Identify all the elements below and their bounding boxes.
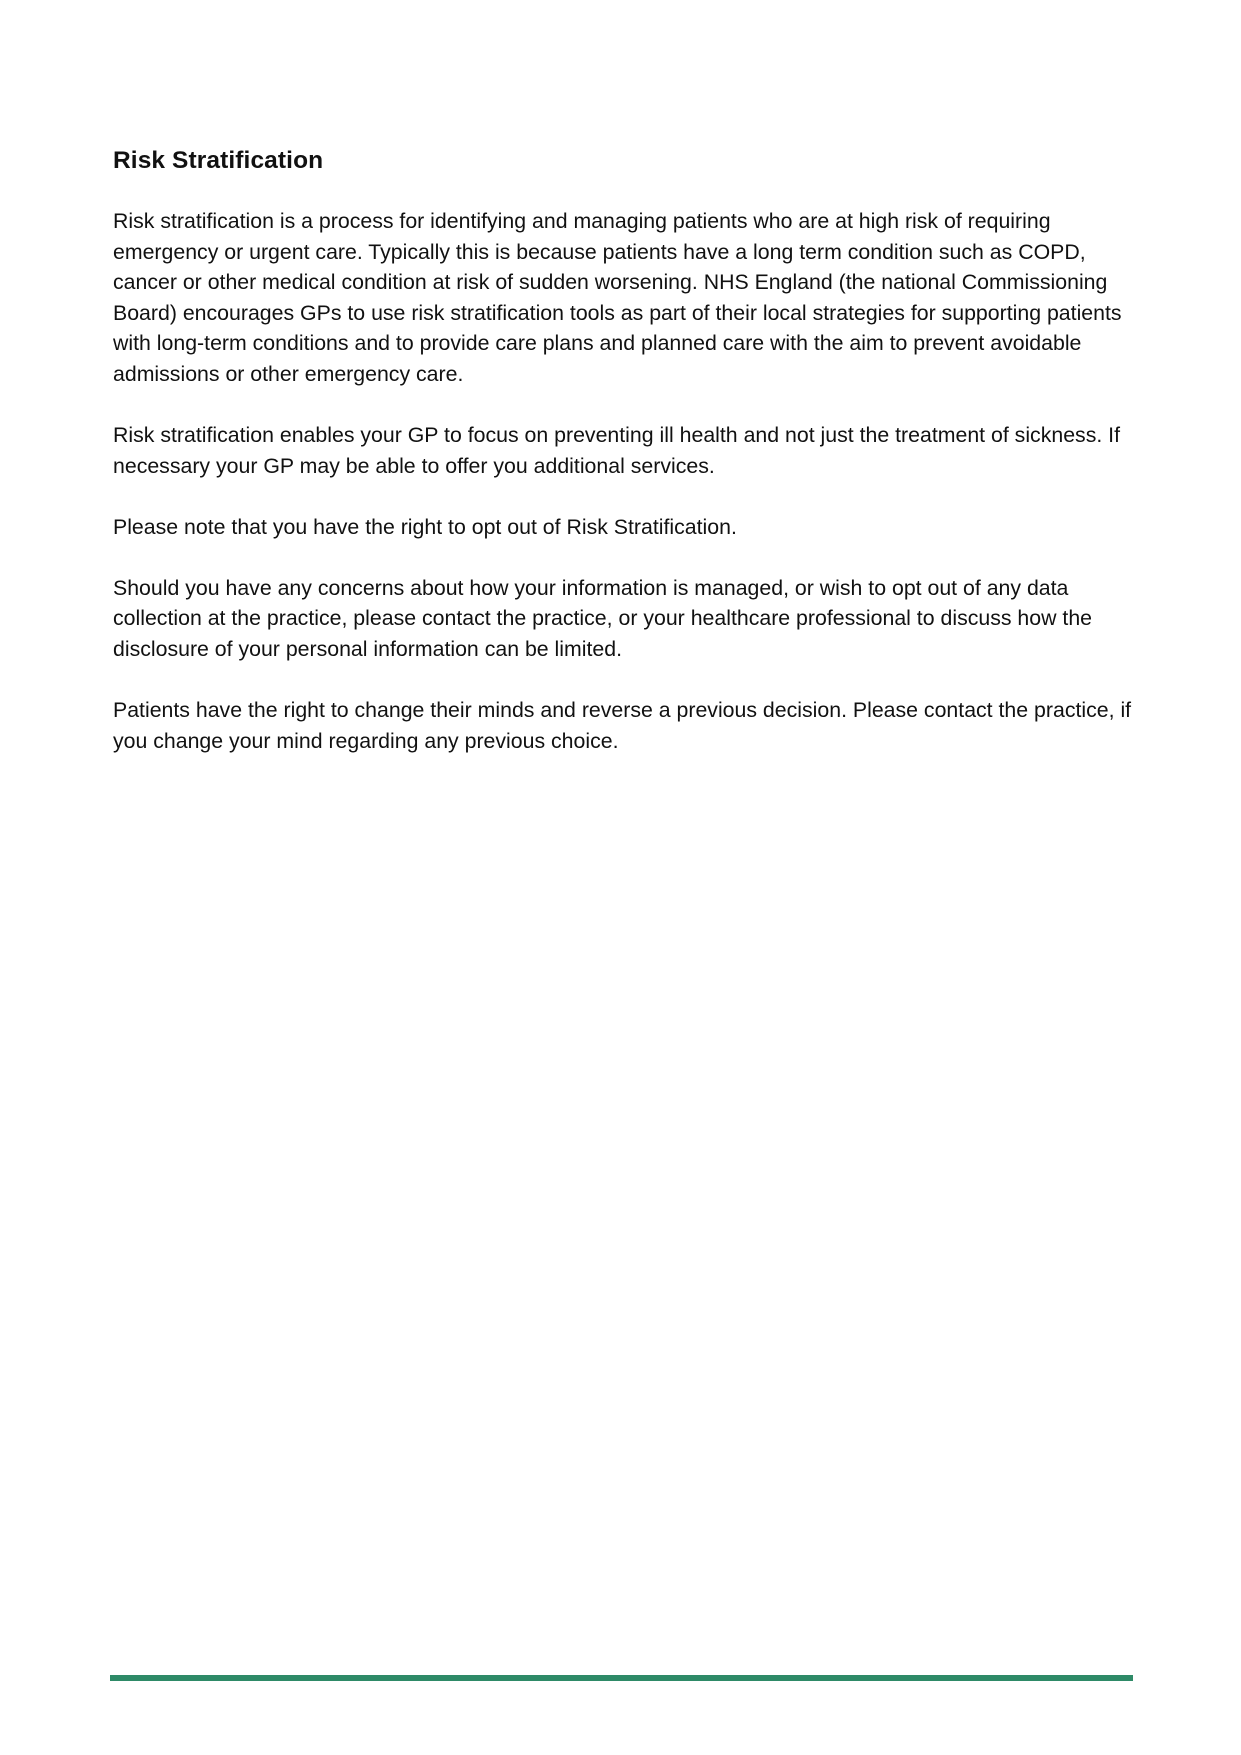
paragraph-concerns: Should you have any concerns about how your information is managed, or wish to opt out of any data collection at the practice, please contact the practice, or your healthcare professional to discuss how the disclosure of your personal information can be limited. — [113, 575, 1093, 662]
paragraph-opt-out-right: Please note that you have the right to opt out of Risk Stratification. — [113, 514, 737, 539]
paragraph-definition: Risk stratification is a process for identifying and managing patients who are at high risk of requiring emergency or urgent care. Typically this is because patients have a long term condition such as COPD, cancer or other medical condition at risk of sudden worsening. NHS England (the national Commissioning Board) encourages GPs to use risk stratification tools as part of their local strategies for supporting patients with long-term conditions and to provide care plans and planned care with the aim to prevent avoidable admissions or other emergency care. — [113, 209, 1122, 386]
paragraph-change-mind: Patients have the right to change their minds and reverse a previous decision. Please contact the practice, if you change your mind regarding any previous choice. — [113, 698, 1132, 753]
footer-divider — [110, 1675, 1133, 1681]
section-heading: Risk Stratification — [113, 147, 324, 174]
paragraph-benefits: Risk stratification enables your GP to focus on preventing ill health and not just the treatment of sickness. If necessary your GP may be able to offer you additional services. — [113, 423, 1121, 478]
document-body — [113, 145, 1133, 756]
